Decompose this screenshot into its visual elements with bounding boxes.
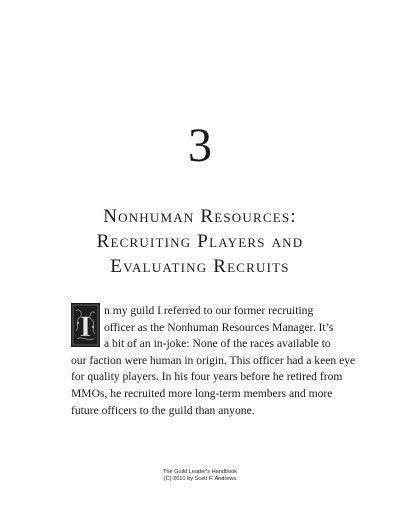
body-line-3: a bit of an in-joke: None of the races available to [104,337,331,351]
body-paragraph [71,303,356,419]
body-line-4: our faction were human in origin. This officer had a keen eye [71,353,356,367]
chapter-title-line-1: Nonhuman Resources: [103,206,297,227]
page-footer [0,469,400,482]
chapter-title-line-3: Evaluating Recruits [110,256,290,277]
chapter-number: 3 [188,119,212,172]
footer-book-title: The Guild Leader's Handbook [162,469,238,475]
body-line-6: MMOs, he recruited more long-term members and more [71,386,333,400]
chapter-title [0,204,400,279]
drop-cap-letter: I [79,310,92,343]
chapter-title-line-2: Recruiting Players and [96,231,304,252]
body-line-1: n my guild I referred to our former recruiting [104,304,314,317]
body-line-2: officer as the Nonhuman Resources Manager. It’s [104,320,334,334]
body-line-5: for quality players. In his four years before he retired from [71,370,343,384]
footer-copyright: (C) 2010 by Scott F. Andrews [163,475,237,482]
body-line-7: future officers to the guild than anyone. [71,403,255,417]
